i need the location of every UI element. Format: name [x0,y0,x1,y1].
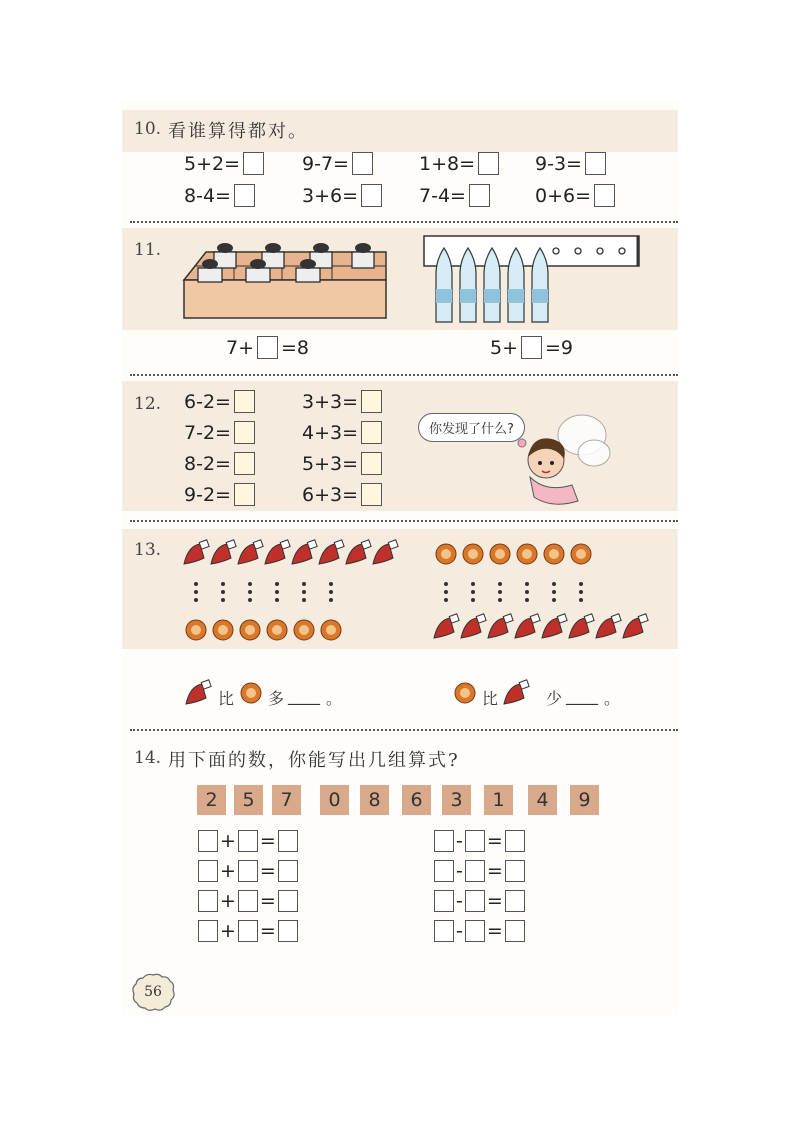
operand-box[interactable] [465,830,485,852]
subtraction-row [432,890,527,912]
equation-text: =8 [281,336,310,359]
answer-box[interactable] [469,184,490,207]
equation-text: 5+3= [302,452,359,475]
number-tile[interactable]: 1 [484,785,513,815]
subtraction-row [432,830,527,852]
equals-sign: = [259,830,276,852]
equation-text: 6+3= [302,483,359,506]
q12-equation [302,421,382,444]
result-box[interactable] [278,920,298,942]
period: 。 [326,689,343,708]
section-divider [130,729,678,731]
lion-icon [238,680,264,706]
equation-text: 4+3= [302,421,359,444]
number-tile[interactable]: 6 [402,785,431,815]
q10-title: 看谁算得都对。 [168,121,308,142]
result-box[interactable] [278,830,298,852]
q12-equation [302,452,382,475]
equals-sign: = [259,890,276,912]
answer-box[interactable] [234,452,255,475]
answer-box[interactable] [234,421,255,444]
q10-equation [419,184,490,207]
operand-box[interactable] [198,890,218,912]
answer-box[interactable] [361,184,382,207]
addition-row [196,860,300,882]
plus-sign: + [220,920,236,942]
q10-equation [302,184,382,207]
answer-box[interactable] [361,452,382,475]
section-divider [130,221,678,223]
answer-box[interactable] [594,184,615,207]
number-tile[interactable]: 2 [197,785,226,815]
more-word: 多 [268,689,285,708]
q10-equation [535,184,615,207]
equation-text: 0+6= [535,184,592,207]
q12-equation [184,452,255,475]
less-word: 少 [546,689,563,708]
number-tile[interactable]: 9 [570,785,599,815]
q13-group-2 [432,538,672,648]
operand-box[interactable] [434,920,454,942]
equation-text: 8-2= [184,452,231,475]
number-tile[interactable]: 7 [272,785,301,815]
equation-text: 3+3= [302,390,359,413]
number-tile[interactable]: 3 [442,785,471,815]
period: 。 [604,689,621,708]
q10-equation [302,152,373,175]
operand-box[interactable] [434,830,454,852]
answer-box[interactable] [361,483,382,506]
answer-box[interactable] [243,152,264,175]
page-number: 56 [144,984,162,1000]
q11-number: 11. [134,240,162,260]
equation-text: 9-2= [184,483,231,506]
answer-blank[interactable]: ____ [288,686,320,705]
result-box[interactable] [505,890,525,912]
equation-text: 6-2= [184,390,231,413]
equals-sign: = [486,890,503,912]
q13-group-1 [182,538,422,648]
result-box[interactable] [505,860,525,882]
bottle-crate-illustration [180,238,390,323]
plus-sign: + [220,830,236,852]
operand-box[interactable] [434,860,454,882]
operand-box[interactable] [465,860,485,882]
bottle-rack-illustration [422,234,644,326]
q12-equation [184,483,255,506]
q12-equation [302,483,382,506]
operand-box[interactable] [238,920,258,942]
textbook-page [122,100,678,1015]
number-tile[interactable]: 0 [320,785,349,815]
q14-number: 14. [134,748,162,768]
q10-equation [535,152,606,175]
equation-text: 7+ [226,336,255,359]
q12-equation [184,390,255,413]
girl-icon [512,405,612,510]
minus-sign: - [456,860,463,882]
plus-sign: + [220,860,236,882]
number-tile[interactable]: 5 [234,785,263,815]
compare-word: 比 [482,689,499,708]
q11-equation-1 [226,336,309,359]
equals-sign: = [259,920,276,942]
q10-equation [184,184,255,207]
answer-box[interactable] [234,483,255,506]
operand-box[interactable] [238,860,258,882]
equals-sign: = [486,920,503,942]
result-box[interactable] [278,860,298,882]
q11-equation-2 [490,336,573,359]
answer-box[interactable] [478,152,499,175]
section-divider [130,374,678,376]
equation-text: =9 [545,336,574,359]
q12-equation [184,421,255,444]
answer-box[interactable] [257,336,278,359]
answer-box[interactable] [352,152,373,175]
equals-sign: = [486,860,503,882]
answer-box[interactable] [585,152,606,175]
answer-box[interactable] [234,184,255,207]
bell-icon [502,678,532,706]
operand-box[interactable] [198,920,218,942]
equals-sign: = [486,830,503,852]
operand-box[interactable] [238,830,258,852]
minus-sign: - [456,920,463,942]
number-tile[interactable]: 8 [360,785,389,815]
answer-box[interactable] [234,390,255,413]
operand-box[interactable] [465,920,485,942]
q13-number: 13. [134,540,162,560]
q10-number: 10. [134,119,162,139]
q14-title: 用下面的数，你能写出几组算式? [168,750,460,771]
speech-bubble: 你发现了什么? [418,413,525,442]
q10-equation [419,152,499,175]
answer-box[interactable] [361,390,382,413]
plus-sign: + [220,890,236,912]
equals-sign: = [259,860,276,882]
addition-row [196,920,300,942]
equation-text: 3+6= [302,184,359,207]
q12-equation [302,390,382,413]
equation-text: 9-3= [535,152,582,175]
equation-text: 5+ [490,336,519,359]
addition-row [196,890,300,912]
result-box[interactable] [278,890,298,912]
section-divider [130,520,678,522]
minus-sign: - [456,890,463,912]
minus-sign: - [456,830,463,852]
answer-box[interactable] [521,336,542,359]
answer-box[interactable] [361,421,382,444]
q12-number: 12. [134,394,162,414]
operand-box[interactable] [434,890,454,912]
operand-box[interactable] [465,890,485,912]
equation-text: 9-7= [302,152,349,175]
operand-box[interactable] [198,860,218,882]
q10-equation [184,152,264,175]
number-tile[interactable]: 4 [528,785,557,815]
operand-box[interactable] [198,830,218,852]
equation-text: 5+2= [184,152,241,175]
result-box[interactable] [505,830,525,852]
equation-text: 7-4= [419,184,466,207]
addition-row [196,830,300,852]
subtraction-row [432,860,527,882]
lion-icon [452,680,478,706]
equation-text: 1+8= [419,152,476,175]
operand-box[interactable] [238,890,258,912]
result-box[interactable] [505,920,525,942]
equation-text: 8-4= [184,184,231,207]
subtraction-row [432,920,527,942]
compare-word: 比 [218,689,235,708]
equation-text: 7-2= [184,421,231,444]
answer-blank[interactable]: ____ [566,686,598,705]
bell-icon [184,678,214,706]
